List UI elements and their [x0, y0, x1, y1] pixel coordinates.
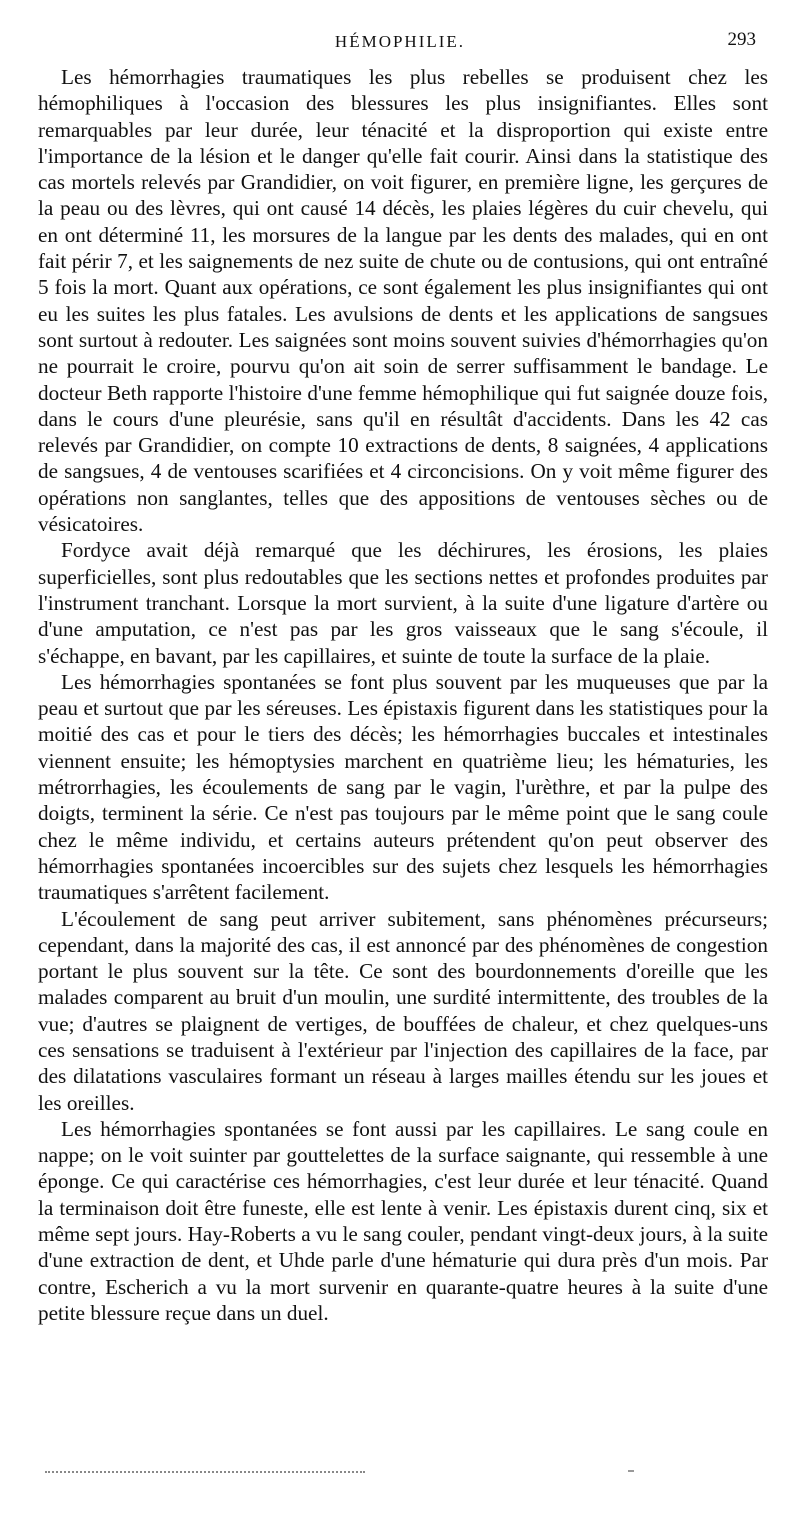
- running-title: HÉMOPHILIE.: [334, 32, 466, 51]
- footer-mark: [628, 1470, 634, 1472]
- paragraph-fordyce: Fordyce avait déjà remarqué que les déchirures, les érosions, les plaies superficielles, sont plus redoutables que les sections nettes et profondes produites par l'instrument tranchant. Lorsque la mort survient, à la suite d'une ligature d'artère ou d'une amputation, ce n'est pas par les gros vaisseaux que le sang s'écoule, il s'échappe, en bavant, par les capillaires, et suinte de toute la surface de la plaie.: [38, 538, 768, 668]
- paragraph-traumatic-hemorrhages: Les hémorrhagies traumatiques les plus rebelles se produisent chez les hémophiliques à l'occasion des blessures les plus insignifiantes. Elles sont remarquables par leur durée, leur ténacité et la disproportion qui existe entre l'importance de la lésion et le danger qu'elle fait courir. Ainsi dans la statistique des cas mortels relevés par Grandidier, on voit figurer, en première ligne, les gerçures de la peau ou des lèvres, qui ont causé 14 décès, les plaies légères du cuir chevelu, qui en ont déterminé 11, les morsures de la langue par les dents des malades, qui en ont fait périr 7, et les saignements de nez suite de chute ou de contusions, qui ont entraîné 5 fois la mort. Quant aux opérations, ce sont également les plus insignifiantes qui ont eu les suites les plus fatales. Les avulsions de dents et les applications de sangsues sont surtout à redouter. Les saignées sont moins souvent suivies d'hémorrhagies qu'on ne pourrait le croire, pourvu qu'on ait soin de serrer suffisamment le bandage. Le docteur Beth rapporte l'histoire d'une femme hémophilique qui fut saignée douze fois, dans le cours d'une pleurésie, sans qu'il en résultât d'accidents. Dans les 42 cas relevés par Grandidier, on compte 10 extractions de dents, 8 saignées, 4 applications de sangsues, 4 de ventouses scarifiées et 4 circoncisions. On y voit même figurer des opérations non sanglantes, telles que des appositions de ventouses sèches ou de vésicatoires.: [38, 65, 768, 537]
- paragraph-capillary-hemorrhages: Les hémorrhagies spontanées se font aussi par les capillaires. Le sang coule en nappe; on le voit suinter par gouttelettes de la surface saignante, qui ressemble à une éponge. Ce qui caractérise ces hémorrhagies, c'est leur durée et leur ténacité. Quand la terminaison doit être funeste, elle est lente à venir. Les épistaxis durent cinq, six et même sept jours. Hay-Roberts a vu le sang couler, pendant vingt-deux jours, à la suite d'une extraction de dent, et Uhde parle d'une hématurie qui dura près d'un mois. Par contre, Escherich a vu la mort survenir en quarante-quatre heures à la suite d'une petite blessure reçue dans un duel.: [38, 1116, 768, 1325]
- paragraph-precursor-symptoms: L'écoulement de sang peut arriver subitement, sans phénomènes précurseurs; cependant, dans la majorité des cas, il est annoncé par des phénomènes de congestion portant le plus souvent sur la tête. Ce sont des bourdonnements d'oreille que les malades comparent au bruit d'un moulin, une surdité intermittente, des troubles de la vue; d'autres se plaignent de vertiges, de bouffées de chaleur, et chez quelques-uns ces sensations se traduisent à l'extérieur par l'injection des capillaires de la face, par des dilatations vasculaires formant un réseau à larges mailles étendu sur les joues et les oreilles.: [38, 906, 768, 1115]
- body-text: [38, 64, 768, 1326]
- footer-rule: [45, 1471, 365, 1473]
- paragraph-spontaneous-hemorrhages: Les hémorrhagies spontanées se font plus souvent par les muqueuses que par la peau et surtout que par les séreuses. Les épistaxis figurent dans les statistiques pour la moitié des cas et pour le tiers des décès; les hémorrhagies buccales et intestinales viennent ensuite; les hémoptysies marchent en quatrième lieu; les hématuries, les métrorrhagies, les écoulements de sang par le vagin, l'urèthre, et par la pulpe des doigts, terminent la série. Ce n'est pas toujours par le même point que le sang coule chez le même individu, et certains auteurs prétendent qu'on peut observer des hémorrhagies spontanées incoercibles sur des sujets chez lesquels les hémorrhagies traumatiques s'arrêtent facilement.: [38, 669, 768, 905]
- page-number: 293: [727, 29, 756, 50]
